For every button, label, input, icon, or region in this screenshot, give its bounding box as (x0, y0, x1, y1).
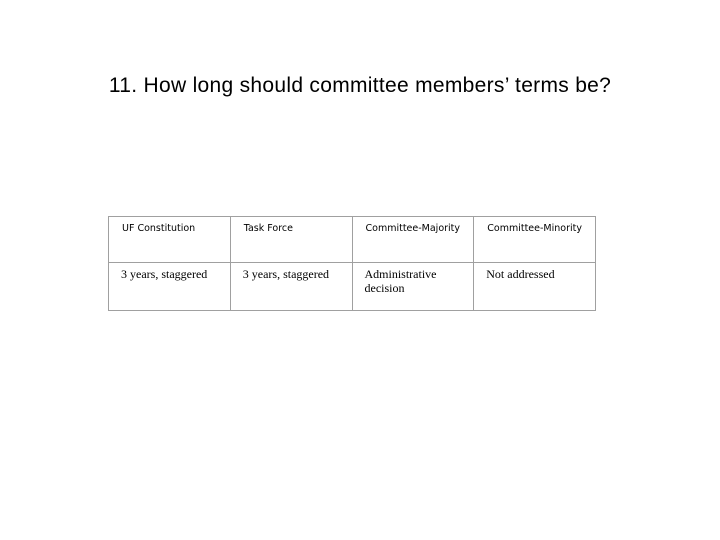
header-committee-minority: Committee-Minority (474, 217, 596, 263)
table-header-row (109, 217, 596, 263)
header-committee-majority: Committee-Majority (352, 217, 474, 263)
table-row (109, 263, 596, 311)
slide-title: 11. How long should committee members’ terms be? (108, 74, 612, 97)
cell-committee-majority: Administrative decision (352, 263, 474, 311)
cell-committee-minority: Not addressed (474, 263, 596, 311)
header-uf-constitution: UF Constitution (109, 217, 231, 263)
header-task-force: Task Force (230, 217, 352, 263)
cell-uf-constitution: 3 years, staggered (109, 263, 231, 311)
cell-task-force: 3 years, staggered (230, 263, 352, 311)
comparison-table (108, 216, 596, 311)
